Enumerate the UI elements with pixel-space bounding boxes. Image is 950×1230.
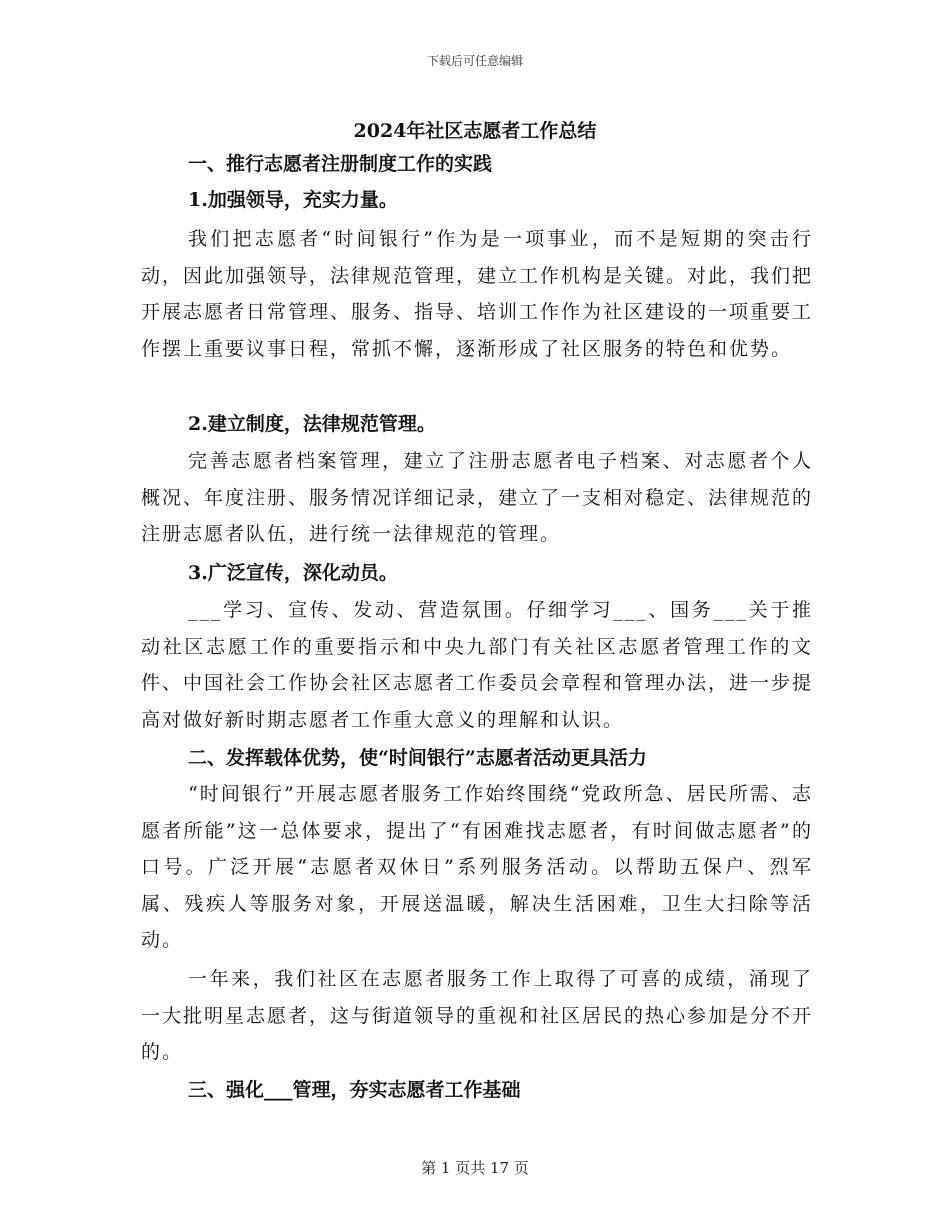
section-1-heading: 一、推行志愿者注册制度工作的实践 (188, 153, 493, 175)
document-title: 2024年社区志愿者工作总结 (353, 120, 597, 142)
section-2-paragraph-1-block (141, 776, 813, 959)
section-1-2-heading: 2.建立制度，法律规范管理。 (188, 413, 436, 435)
section-1-3-paragraph-block (141, 592, 813, 738)
section-2-paragraph-1: “时间银行”开展志愿者服务工作始终围绕“党政所急、居民所需、志愿者所能”这一总体要求，提出了“有困难找志愿者，有时间做志愿者”的口号。广泛开展“志愿者双休日”系列服务活动。以帮助五保户、烈军属、残疾人等服务对象，开展送温暖，解决生活困难，卫生大扫除等活动。 (141, 783, 813, 952)
section-1-1-heading-block (141, 182, 813, 218)
section-2-heading: 二、发挥载体优势，使“时间银行”志愿者活动更具活力 (188, 747, 647, 769)
download-note: 下载后可任意编辑 (426, 54, 523, 68)
section-1-heading-block (141, 146, 813, 182)
section-2-heading-block (141, 740, 813, 776)
section-1-3-heading-block (141, 555, 813, 591)
page-number-footer: 第 1 页共 17 页 (421, 1159, 529, 1177)
section-3-heading-block (141, 1072, 813, 1108)
section-1-1-paragraph: 我们把志愿者“时间银行”作为是一项事业，而不是短期的突击行动，因此加强领导，法律规范管理，建立工作机构是关键。对此，我们把开展志愿者日常管理、服务、指导、培训工作作为社区建设的一项重要工作摆上重要议事日程，常抓不懈，逐渐形成了社区服务的特色和优势。 (141, 228, 814, 360)
section-3-heading: 三、强化___管理，夯实志愿者工作基础 (188, 1079, 521, 1101)
section-1-2-heading-block (141, 406, 813, 442)
section-2-paragraph-2-block (141, 961, 813, 1071)
section-1-2-paragraph-block (141, 443, 813, 553)
section-1-1-paragraph-block (141, 221, 813, 367)
section-2-paragraph-2: 一年来，我们社区在志愿者服务工作上取得了可喜的成绩，涌现了一大批明星志愿者，这与街道领导的重视和社区居民的热心参加是分不开的。 (141, 968, 814, 1064)
section-1-2-paragraph: 完善志愿者档案管理，建立了注册志愿者电子档案、对志愿者个人概况、年度注册、服务情况详细记录，建立了一支相对稳定、法律规范的注册志愿者队伍，进行统一法律规范的管理。 (141, 450, 814, 546)
section-1-3-paragraph: ___学习、宣传、发动、营造氛围。仔细学习___、国务___关于推动社区志愿工作的重要指示和中央九部门有关社区志愿者管理工作的文件、中国社会工作协会社区志愿者工作委员会章程和管理办法，进一步提高对做好新时期志愿者工作重大意义的理解和认识。 (141, 599, 814, 731)
section-1-1-heading: 1.加强领导，充实力量。 (188, 189, 398, 211)
section-1-3-heading: 3.广泛宣传，深化动员。 (188, 562, 398, 584)
